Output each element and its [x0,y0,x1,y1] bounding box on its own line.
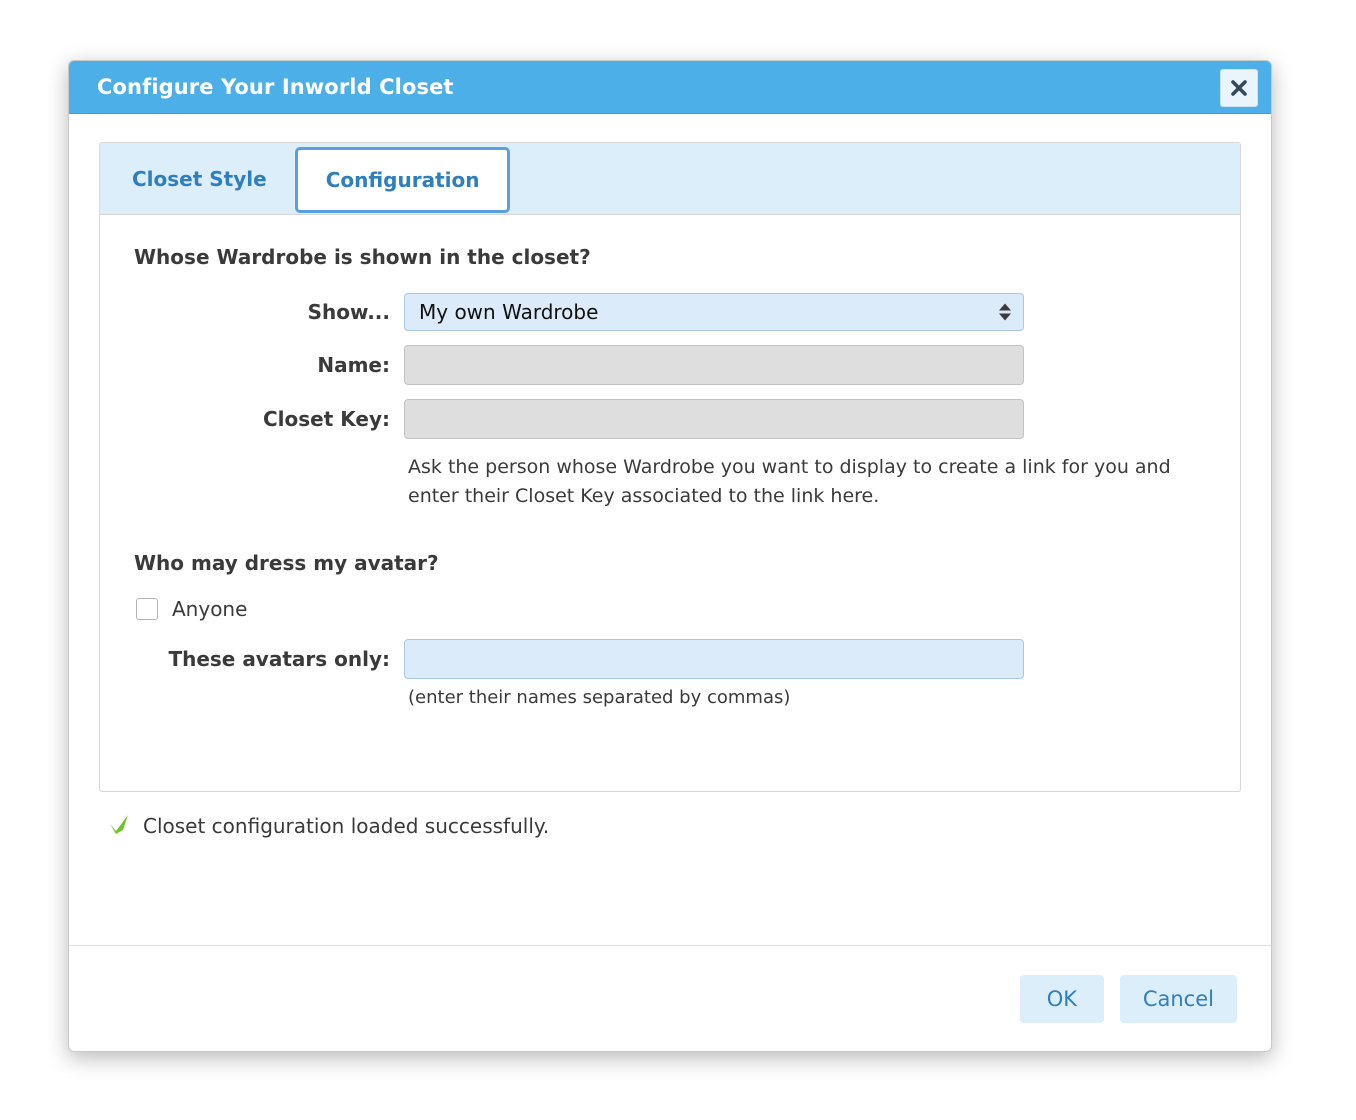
closet-key-row [134,399,1206,439]
dialog-body [69,114,1271,840]
status-message: Closet configuration loaded successfully. [143,814,550,838]
cancel-button[interactable]: Cancel [1120,975,1237,1023]
show-row [134,293,1206,331]
avatars-label: These avatars only: [168,647,390,671]
close-icon [1229,78,1249,98]
name-input[interactable] [404,345,1024,385]
tab-closet-style[interactable]: Closet Style [132,166,267,191]
closet-key-helper-text: Ask the person whose Wardrobe you want to display to create a link for you and enter their Closet Key associated to the link here. [408,456,1171,507]
dialog-title: Configure Your Inworld Closet [97,75,454,99]
settings-panel [99,142,1241,792]
status-message-row [107,812,1241,840]
ok-button[interactable]: OK [1020,975,1104,1023]
wardrobe-section-heading: Whose Wardrobe is shown in the closet? [134,245,591,269]
avatars-input[interactable] [404,639,1024,679]
close-button[interactable] [1220,69,1258,107]
avatars-note: (enter their names separated by commas) [408,687,791,708]
configure-closet-dialog [68,60,1272,1052]
closet-key-label: Closet Key: [262,407,390,431]
tab-configuration[interactable]: Configuration [295,147,511,213]
tab-content-configuration [100,215,1240,708]
show-label: Show... [307,300,390,324]
anyone-checkbox[interactable] [136,598,158,620]
tab-bar [100,143,1240,215]
green-check-icon [107,812,131,840]
dress-section-heading: Who may dress my avatar? [134,551,439,575]
closet-key-input[interactable] [404,399,1024,439]
dialog-footer [69,945,1271,1051]
avatars-row [134,639,1206,679]
show-select-value: My own Wardrobe [419,300,599,324]
name-label: Name: [317,353,390,377]
name-row [134,345,1206,385]
show-select[interactable] [404,293,1024,331]
dialog-titlebar [69,61,1271,114]
anyone-label: Anyone [172,597,248,621]
anyone-row [136,597,1206,621]
select-stepper-icon [999,304,1011,321]
